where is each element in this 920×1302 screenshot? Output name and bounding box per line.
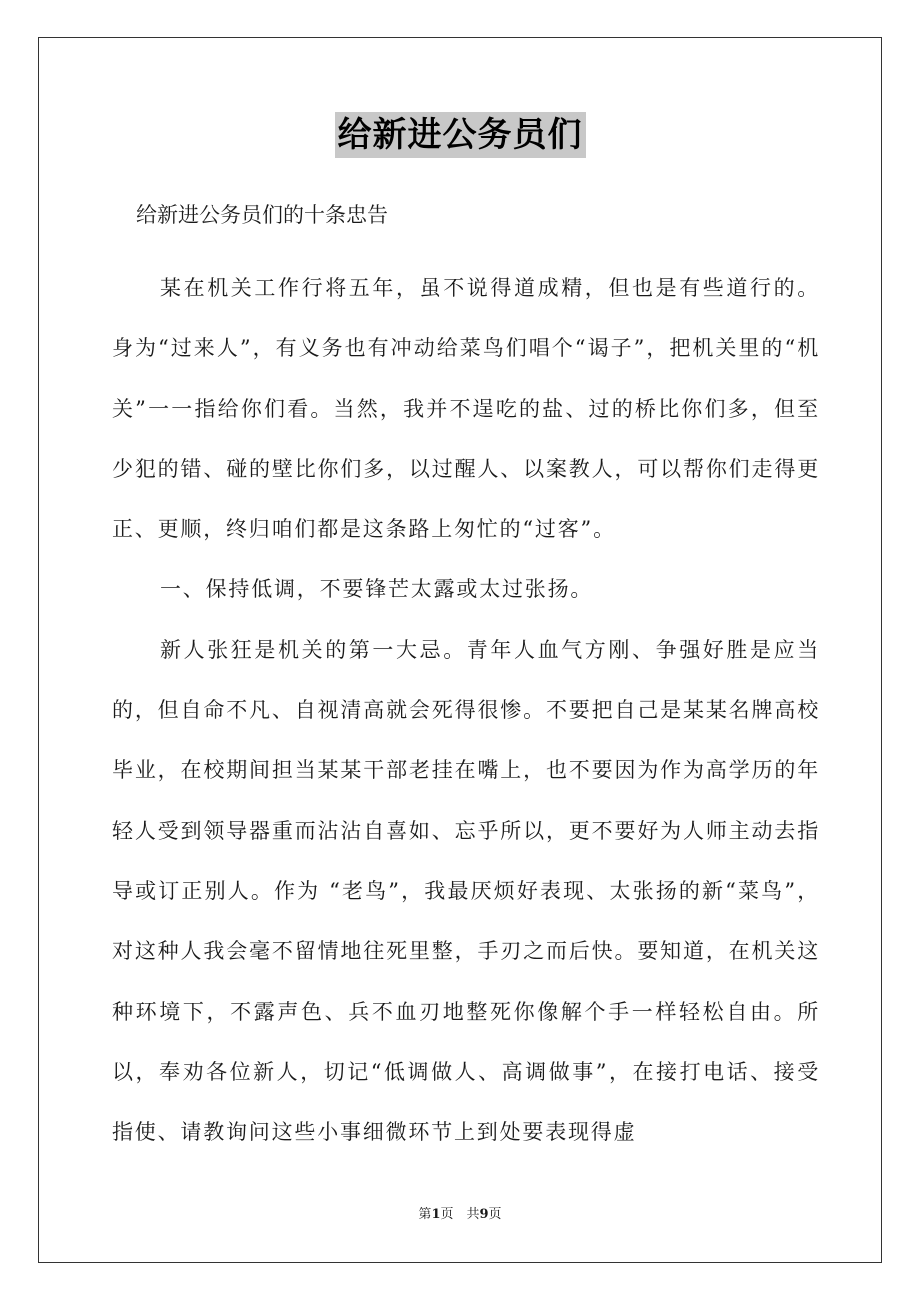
paragraph-heading-one: 一、保持低调，不要锋芒太露或太过张扬。 [160, 577, 594, 602]
title-container [0, 112, 920, 158]
page-footer [0, 1205, 920, 1225]
document-body [112, 258, 820, 1162]
paragraph-advice-one: 新人张狂是机关的第一大忌。青年人血气方刚、争强好胜是应当的，但自命不凡、自视清高就会死得很惨。不要把自己是某某名牌高校毕业，在校期间担当某某干部老挂在嘴上，也不要因为作为高学历的年轻人受到领导器重而沾沾自喜如、忘乎所以，更不要好为人师主动去指导或订正别人。作为 “老鸟”，我最厌烦好表现、太张扬的新“菜鸟”，对这种人我会毫不留情地往死里整，手刃之而后快。要知道，在机关这种环境下，不露声色、兵不血刃地整死你像解个手一样轻松自由。所以，奉劝各位新人，切记“低调做人、高调做事”，在接打电话、接受指使、请教询问这些小事细微环节上到处要表现得虚 [112, 637, 820, 1145]
footer-current-page: 1 [431, 1207, 441, 1222]
paragraph-intro: 某在机关工作行将五年，虽不说得道成精，但也是有些道行的。身为“过来人”，有义务也有冲动给菜鸟们唱个“谒子”，把机关里的“机关”一一指给你们看。当然，我并不逞吃的盐、过的桥比你们多，但至少犯的错、碰的壁比你们多，以过醒人、以案教人，可以帮你们走得更正、更顺，终归咱们都是这条路上匆忙的“过客”。 [112, 276, 820, 542]
document-title: 给新进公务员们 [335, 112, 586, 158]
footer-page-prefix: 第 [418, 1207, 432, 1222]
footer-page-suffix: 页 [488, 1207, 502, 1222]
footer-total-pages: 9 [479, 1207, 489, 1222]
footer-page-mid: 页 共 [440, 1207, 480, 1222]
document-subtitle: 给新进公务员们的十条忠告 [136, 203, 388, 227]
